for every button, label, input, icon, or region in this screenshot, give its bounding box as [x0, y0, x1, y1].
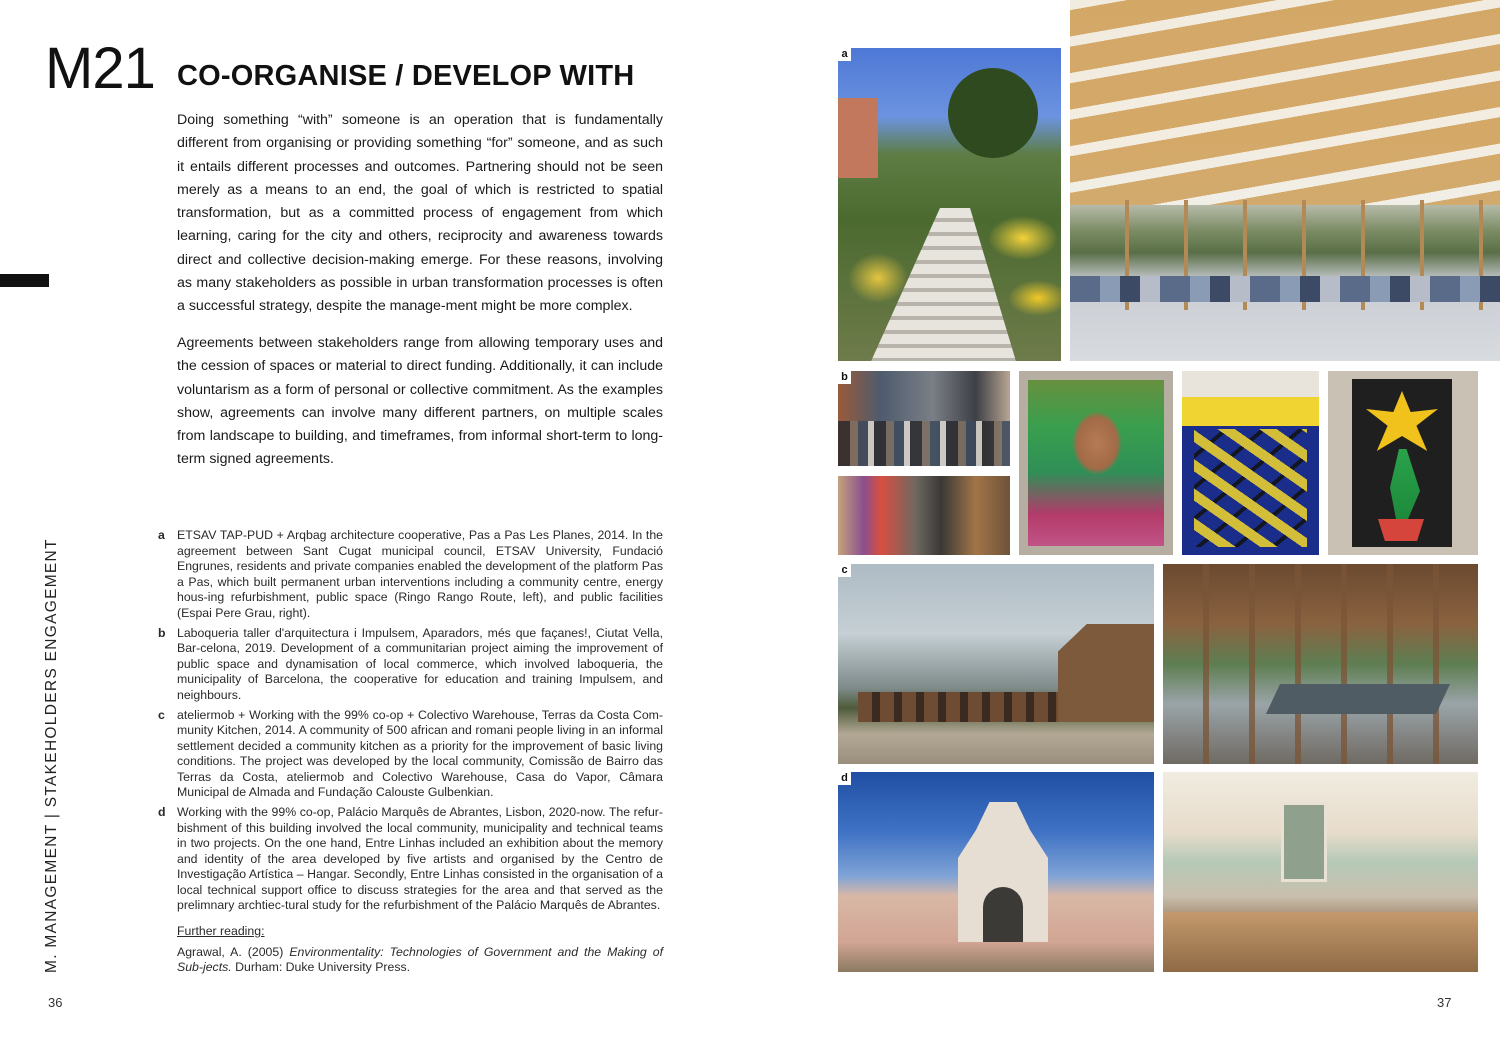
photo-community-kitchen-exterior: [838, 564, 1154, 764]
photo-detail: [1378, 519, 1424, 541]
figure-captions: [158, 528, 663, 918]
photo-detail: [868, 208, 1018, 361]
caption-letter: b: [158, 625, 166, 640]
caption-text: ETSAV TAP-PUD + Arqbag architecture cooperative, Pas a Pas Les Planes, 2014. In the agreement between Sant Cugat municipal council, ETSAV University, Fundació Engrunes, residents and private companies enabled the development of the platform Pas a Pas, which built permanent urban interventions including a community centre, energy hous-ing refurbishment, public space (Ringo Rango Route, left), and public facilities (Espai Pere Grau, right).: [177, 528, 663, 620]
caption-b: [158, 626, 663, 704]
photo-painted-door-flower: [1328, 371, 1478, 555]
photo-detail: [838, 98, 878, 178]
photo-detail: [983, 887, 1023, 942]
caption-a: [158, 528, 663, 621]
caption-text: Laboqueria taller d'arquitectura i Impulsem, Aparadors, més que façanes!, Ciutat Vella, Bar-celona, 2019. Development of a communitarian project aiming the improvement of public space and dynamisation of local commerce, which involved laboqueria, the municipality of Barcelona, the cooperative for education and training Impulsem, and neighbours.: [177, 625, 663, 702]
reference-publisher: Durham: Duke University Press.: [231, 960, 411, 974]
photo-community-kitchen-interior: [1163, 564, 1478, 764]
photo-detail: [838, 421, 1010, 466]
caption-d: [158, 805, 663, 914]
page-number-left: 36: [48, 995, 63, 1010]
caption-letter: d: [158, 805, 166, 819]
body-paragraph-1: Doing something “with” someone is an operation that is fundamentally different from organising or providing something “for” someone, and as such it entails different processes and outcomes. Partnering should not be seen merely as a means to an end, the goal of which is restricted to spatial transformation, but as a committed process of engagement from which learning, caring for the city and others, reciprocity and awareness towards direct and collective decision-making emerge. For these reasons, involving as many stakeholders as possible in urban transformation processes is often a successful strategy, despite the manage-ment might be more complex.: [177, 112, 663, 315]
caption-text: ateliermob + Working with the 99% co-op + Colectivo Warehouse, Terras da Costa Com-munity Kitchen, 2014. A community of 500 african and romani people living in an informal settlement decided a community kitchen as a priority for the improvement of basic living conditions. The project was developed by the local community, Comissão de Bairro das Terras da Costa, ateliermob and Colectivo Warehouse, Casa do Vapor, Câmara Municipal de Almada and Fundação Calouste Gulbenkian.: [177, 707, 663, 799]
further-reading-reference: [177, 945, 663, 976]
photo-palace-interior: [1163, 772, 1478, 972]
photo-painted-door-yellow: [1182, 371, 1319, 555]
reference-author: Agrawal, A. (2005): [177, 944, 290, 959]
caption-text: Working with the 99% co-op, Palácio Marquês de Abrantes, Lisbon, 2020-now. The refur-bishment of this building involved the local community, municipality and technical teams in two projects. On the one hand, Entre Linhas included an exhibition about the memory and identity of the area developed by five artists and organised by the Centro de Investigação Artística – Hangar. Secondly, Entre Linhas consisted in the organisation of a local technical support office to discuss strategies for the area and that served as the prelimnary archtiec-tural study for the refurbishment of the Palácio Marquês de Abrantes.: [177, 805, 663, 912]
photo-detail: [1019, 371, 1173, 555]
section-tab-marker: [0, 274, 49, 287]
page-title: CO-ORGANISE / DEVELOP WITH: [177, 60, 635, 92]
photo-detail: [1266, 684, 1450, 714]
reference-title: Environmentality: Technologies of Government and the Making of Sub-jects.: [177, 944, 663, 974]
figure-label-c: c: [838, 564, 851, 577]
photo-detail: [1163, 564, 1478, 764]
figure-label-a: a: [838, 48, 851, 61]
page-number-right: 37: [1437, 995, 1452, 1010]
photo-covered-sports-court: [1070, 0, 1500, 361]
photo-detail: [1194, 429, 1307, 547]
caption-letter: a: [158, 528, 165, 542]
body-paragraph-2: Agreements between stakeholders range from allowing temporary uses and the cession of spaces or material to direct funding. Additionally, it can include voluntarism as a form of personal or collective commitment. As the examples show, agreements can involve many different partners, on multiple scales from landscape to building, and timeframes, from informal short-term to long-term signed agreements.: [177, 335, 663, 468]
photo-palace-gate: [838, 772, 1154, 972]
photo-detail: [1281, 802, 1327, 882]
photo-detail: [1070, 276, 1500, 302]
photo-street-crowd: [838, 371, 1010, 466]
chapter-vertical-label: M. MANAGEMENT | STAKEHOLDERS ENGAGEMENT: [43, 538, 60, 973]
figure-label-d: d: [838, 772, 851, 785]
further-reading: [177, 924, 663, 976]
photo-garden-stairs: [838, 48, 1061, 361]
photo-detail: [1058, 624, 1154, 722]
photo-detail: [1070, 0, 1500, 205]
further-reading-heading: Further reading:: [177, 924, 265, 938]
caption-c: [158, 708, 663, 801]
figure-label-b: b: [838, 371, 851, 384]
photo-detail: [948, 68, 1038, 158]
photo-graffiti-street: [838, 476, 1010, 555]
section-code: M21: [45, 36, 155, 101]
photo-detail: [1163, 912, 1478, 972]
caption-letter: c: [158, 707, 165, 722]
photo-mural-woman: [1019, 371, 1173, 555]
